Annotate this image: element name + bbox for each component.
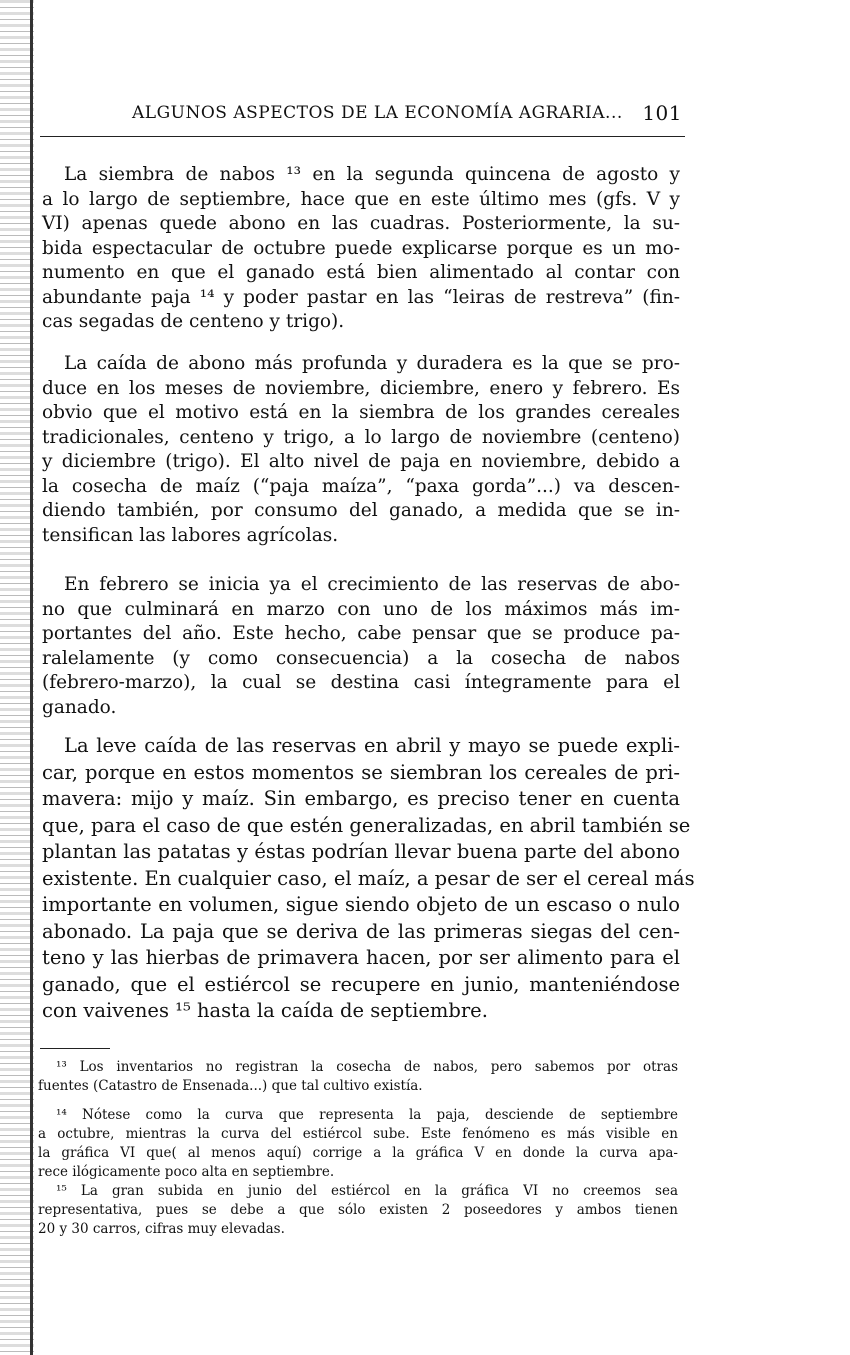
footnote-line: ¹³ Los inventarios no registran la cosecha de nabos, pero sabemos por otras xyxy=(56,1059,678,1075)
footnote-line: rece ilógicamente poco alta en septiembre. xyxy=(38,1164,335,1180)
body-paragraph xyxy=(42,163,680,335)
text-line: y diciembre (trigo). El alto nivel de paja en noviembre, debido a xyxy=(42,451,680,472)
footnote xyxy=(38,1058,678,1096)
text-line: numento en que el ganado está bien alimentado al contar con xyxy=(42,262,680,283)
text-line: no que culminará en marzo con uno de los máximos más im- xyxy=(42,598,680,620)
text-line: que, para el caso de que estén generalizadas, en abril también se xyxy=(42,813,691,837)
footnote-line: fuentes (Catastro de Ensenada...) que tal cultivo existía. xyxy=(38,1078,423,1094)
text-line: bida espectacular de octubre puede explicarse porque es un mo- xyxy=(42,237,680,259)
text-line: portantes del año. Este hecho, cabe pensar que se produce pa- xyxy=(42,623,680,644)
text-line: abonado. La paja que se deriva de las primeras siegas del cen- xyxy=(42,919,680,943)
footnote-line: representativa, pues se debe a que sólo existen 2 poseedores y ambos tienen xyxy=(38,1202,678,1218)
text-line: tradicionales, centeno y trigo, a lo largo de noviembre (centeno) xyxy=(42,426,680,448)
text-line: La caída de abono más profunda y duradera es la que se pro- xyxy=(64,353,680,374)
text-line: cas segadas de centeno y trigo). xyxy=(42,311,345,332)
text-line: abundante paja ¹⁴ y poder pastar en las “leiras de restreva” (fin- xyxy=(42,286,680,308)
text-line: duce en los meses de noviembre, diciembre, enero y febrero. Es xyxy=(42,377,680,399)
footnote xyxy=(38,1106,678,1182)
text-line: a lo largo de septiembre, hace que en este último mes (gfs. V y xyxy=(42,188,680,210)
footnote xyxy=(38,1182,678,1239)
footnote-line: a octubre, mientras la curva del estiércol sube. Este fenómeno es más visible en xyxy=(38,1126,678,1142)
scanned-page-edge xyxy=(0,0,34,1355)
text-line: existente. En cualquier caso, el maíz, a pesar de ser el cereal más xyxy=(42,866,695,890)
text-line: La siembra de nabos ¹³ en la segunda quincena de agosto y xyxy=(64,164,680,185)
header-title: ALGUNOS ASPECTOS DE LA ECONOMÍA AGRARIA... xyxy=(132,103,623,123)
body-paragraph xyxy=(42,573,680,720)
text-line: obvio que el motivo está en la siembra de los grandes cereales xyxy=(42,402,680,423)
text-line: con vaivenes ¹⁵ hasta la caída de septiembre. xyxy=(42,999,488,1022)
text-line: la cosecha de maíz (“paja maíza”, “paxa gorda”...) va descen- xyxy=(42,475,680,497)
text-line: diendo también, por consumo del ganado, a medida que se in- xyxy=(42,500,680,521)
text-line: ralelamente (y como consecuencia) a la cosecha de nabos xyxy=(42,647,680,669)
text-line: importante en volumen, sigue siendo objeto de un escaso o nulo xyxy=(42,893,680,916)
page-number: 101 xyxy=(642,101,682,125)
text-line: tensifican las labores agrícolas. xyxy=(42,524,339,546)
text-line: mavera: mijo y maíz. Sin embargo, es preciso tener en cuenta xyxy=(42,787,680,810)
text-line: La leve caída de las reservas en abril y mayo se puede expli- xyxy=(64,734,680,757)
footnote-rule xyxy=(40,1048,110,1049)
text-line: VI) apenas quede abono en las cuadras. Posteriormente, la su- xyxy=(42,213,680,234)
text-line: (febrero-marzo), la cual se destina casi íntegramente para el xyxy=(42,672,680,693)
text-line: plantan las patatas y éstas podrían llevar buena parte del abono xyxy=(42,840,680,863)
text-line: teno y las hierbas de primavera hacen, por ser alimento para el xyxy=(42,946,680,969)
footnote-line: ¹⁵ La gran subida en junio del estiércol en la gráfica VI no creemos sea xyxy=(56,1183,678,1199)
body-paragraph xyxy=(42,352,680,548)
text-line: ganado, que el estiércol se recupere en junio, manteniéndose xyxy=(42,972,680,996)
text-line: En febrero se inicia ya el crecimiento de las reservas de abo- xyxy=(64,574,680,595)
running-header xyxy=(132,103,682,123)
text-line: ganado. xyxy=(42,696,117,718)
text-line: car, porque en estos momentos se siembran los cereales de pri- xyxy=(42,760,680,784)
body-paragraph xyxy=(42,733,695,1025)
binding-shadow xyxy=(30,0,33,1355)
header-rule xyxy=(40,136,685,137)
footnote-line: 20 y 30 carros, cifras muy elevadas. xyxy=(38,1221,285,1237)
footnote-line: la gráfica VI que( al menos aquí) corrige a la gráfica V en donde la curva apa- xyxy=(38,1145,678,1161)
footnote-line: ¹⁴ Nótese como la curva que representa la paja, desciende de septiembre xyxy=(56,1107,678,1123)
